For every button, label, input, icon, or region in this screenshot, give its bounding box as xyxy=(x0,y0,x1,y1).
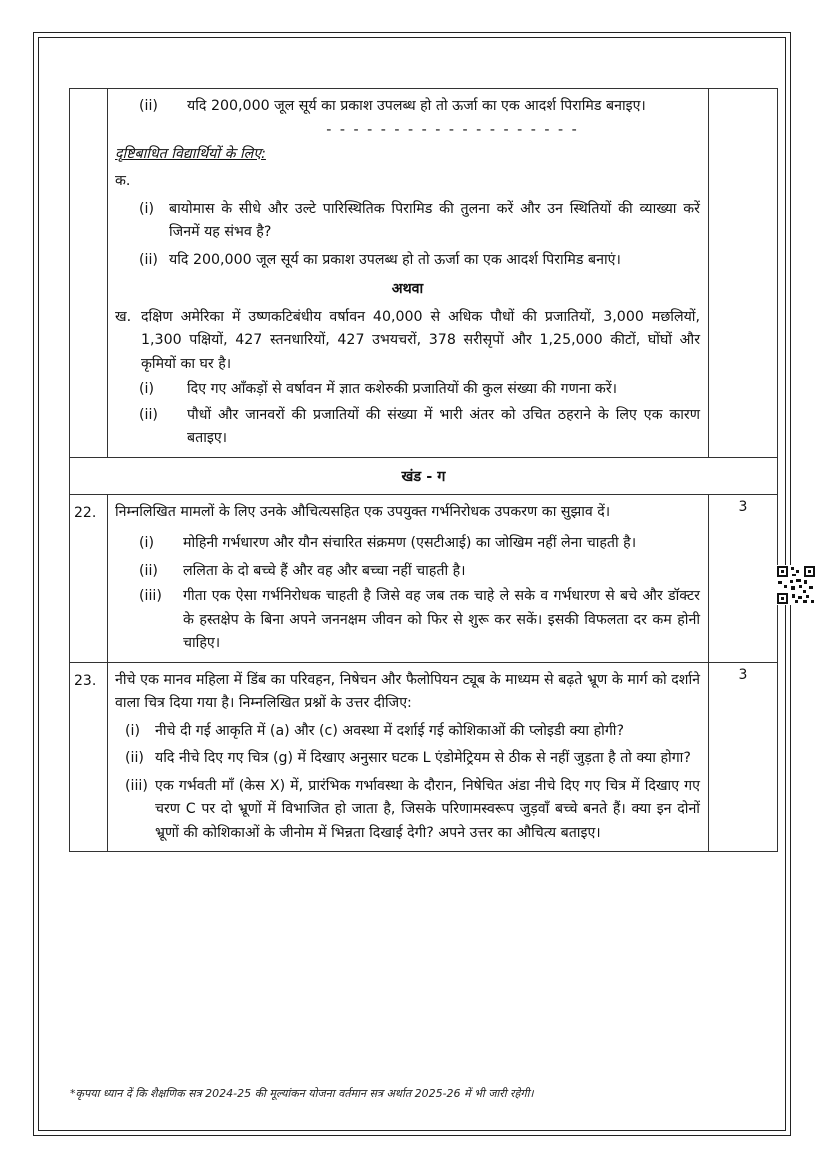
sub-question-text: मोहिनी गर्भधारण और यौन संचारित संक्रमण (एसटीआई) का जोखिम नहीं लेना चाहती है। xyxy=(183,535,637,551)
sub-question-text: एक गर्भवती माँ (केस X) में, प्रारंभिक गर्भावस्था के दौरान, निषेचित अंडा नीचे दिए गए चित्र में दिखाए गए चरण C पर दो भ्रूणों में विभाजित हो जाता है, जिसके परिणामस्वरूप जुड़वाँ बच्चे बनते हैं। क्या इन दोनों भ्रूणों की कोशिकाओं के जीनोम में भिन्नता दिखाई देगी? अपने उत्तर का औचित्य बताइए। xyxy=(155,777,700,841)
kha-sub-question-i xyxy=(115,378,700,402)
sub-question-label: (iii) xyxy=(125,777,148,794)
qr-code-icon xyxy=(776,565,816,605)
sub-question-i xyxy=(115,720,700,744)
sub-question-text: यदि नीचे दिए गए चित्र (g) में दिखाए अनुसार घटक L एंडोमेट्रियम से ठीक से नहीं जुड़ता है तो क्या होगा? xyxy=(155,750,691,766)
footer-note: *कृपया ध्यान दें कि शैक्षणिक सत्र 2024-25 की मूल्यांकन योजना वर्तमान सत्र अर्थात 2025-26 में भी जारी रहेगी। xyxy=(70,1087,534,1100)
sub-question-label: (ii) xyxy=(139,251,158,268)
sub-question-label: (i) xyxy=(125,722,141,739)
sub-question-ii xyxy=(115,95,700,119)
number-cell xyxy=(70,89,108,458)
kha-sub-question-ii xyxy=(115,404,700,451)
question-cell xyxy=(108,662,709,852)
part-ka-label: क. xyxy=(115,173,131,189)
visually-impaired-header: दृष्टिबाधित विद्यार्थियों के लिए: xyxy=(115,145,266,162)
section-title: खंड - ग xyxy=(70,457,778,494)
sub-question-text: ललिता के दो बच्चे हैं और वह और बच्चा नहीं चाहती है। xyxy=(183,562,466,579)
part-kha-label: ख. xyxy=(115,308,132,325)
sub-question-text: गीता एक ऐसा गर्भनिरोधक चाहती है जिसे वह जब तक चाहे ले सके व गर्भधारण से बचे और डॉक्टर के हस्तक्षेप के बिना अपने जननक्षम जीवन को फिर से शुरू कर सकें। इसकी विफलता दर कम होनी चाहिए। xyxy=(183,588,700,651)
sub-question-iii xyxy=(115,775,700,846)
sub-question-text: यदि 200,000 जूल सूर्य का प्रकाश उपलब्ध हो तो ऊर्जा का एक आदर्श पिरामिड बनाइए। xyxy=(187,98,646,114)
table-row-section-heading xyxy=(70,457,778,494)
sub-question-label: (i) xyxy=(139,381,155,397)
marks-cell xyxy=(709,89,778,458)
sub-question-i xyxy=(115,532,700,556)
marks-value: 3 xyxy=(709,494,778,662)
sub-question-label: (ii) xyxy=(139,98,158,114)
sub-question-label: (ii) xyxy=(139,406,158,423)
sub-question-label: (i) xyxy=(139,200,155,217)
table-row-q23 xyxy=(70,662,778,852)
question-stem: निम्नलिखित मामलों के लिए उनके औचित्यसहित एक उपयुक्त गर्भनिरोधक उपकरण का सुझाव दें। xyxy=(115,503,611,520)
sub-question-iii xyxy=(115,585,700,656)
sub-question-text: बायोमास के सीधे और उल्टे पारिस्थितिक पिरामिड की तुलना करें और उन स्थितियों की व्याख्या करें जिनमें यह संभव है? xyxy=(169,200,700,240)
part-kha xyxy=(115,306,700,377)
table-row-q21-continued xyxy=(70,89,778,458)
sub-question-text: यदि 200,000 जूल सूर्य का प्रकाश उपलब्ध हो तो ऊर्जा का एक आदर्श पिरामिड बनाएं। xyxy=(169,251,621,268)
question-stem: नीचे एक मानव महिला में डिंब का परिवहन, निषेचन और फैलोपियन ट्यूब के माध्यम से बढ़ते भ्रूण के मार्ग को दर्शाने वाला चित्र दिया गया है। निम्नलिखित प्रश्नों के उत्तर दीजिए: xyxy=(115,671,700,711)
or-separator: अथवा xyxy=(391,281,424,297)
sub-question-text: नीचे दी गई आकृति में (a) और (c) अवस्था में दर्शाई गई कोशिकाओं की प्लोइडी क्या होगी? xyxy=(155,722,625,739)
sub-question-label: (iii) xyxy=(139,588,162,604)
sub-question-label: (ii) xyxy=(139,562,158,579)
question-number: 23. xyxy=(70,662,108,852)
question-cell xyxy=(108,89,709,458)
marks-value: 3 xyxy=(709,662,778,852)
question-cell xyxy=(108,494,709,662)
ka-sub-question-i xyxy=(115,198,700,245)
separator-dashes: - - - - - - - - - - - - - - - - - - - xyxy=(326,121,579,138)
sub-question-ii xyxy=(115,560,700,584)
ka-sub-question-ii xyxy=(115,249,700,273)
sub-question-label: (ii) xyxy=(125,750,144,766)
part-kha-text: दक्षिण अमेरिका में उष्णकटिबंधीय वर्षावन 40,000 से अधिक पौधों की प्रजातियों, 3,000 मछलियों, 1,300 पक्षियों, 427 स्तनधारियों, 427 उभयचरों, 378 सरीसृपों और 1,25,000 कीटों, घोंघों और कृमियों का घर है। xyxy=(141,308,700,372)
sub-question-text: पौधों और जानवरों की प्रजातियों की संख्या में भारी अंतर को उचित ठहराने के लिए एक कारण बताइए। xyxy=(187,406,700,446)
question-table xyxy=(69,88,778,852)
table-row-q22 xyxy=(70,494,778,662)
sub-question-label: (i) xyxy=(139,535,155,551)
sub-question-ii xyxy=(115,747,700,771)
sub-question-text: दिए गए आँकड़ों से वर्षावन में ज्ञात कशेरुकी प्रजातियों की कुल संख्या की गणना करें। xyxy=(187,381,617,397)
question-number: 22. xyxy=(70,494,108,662)
